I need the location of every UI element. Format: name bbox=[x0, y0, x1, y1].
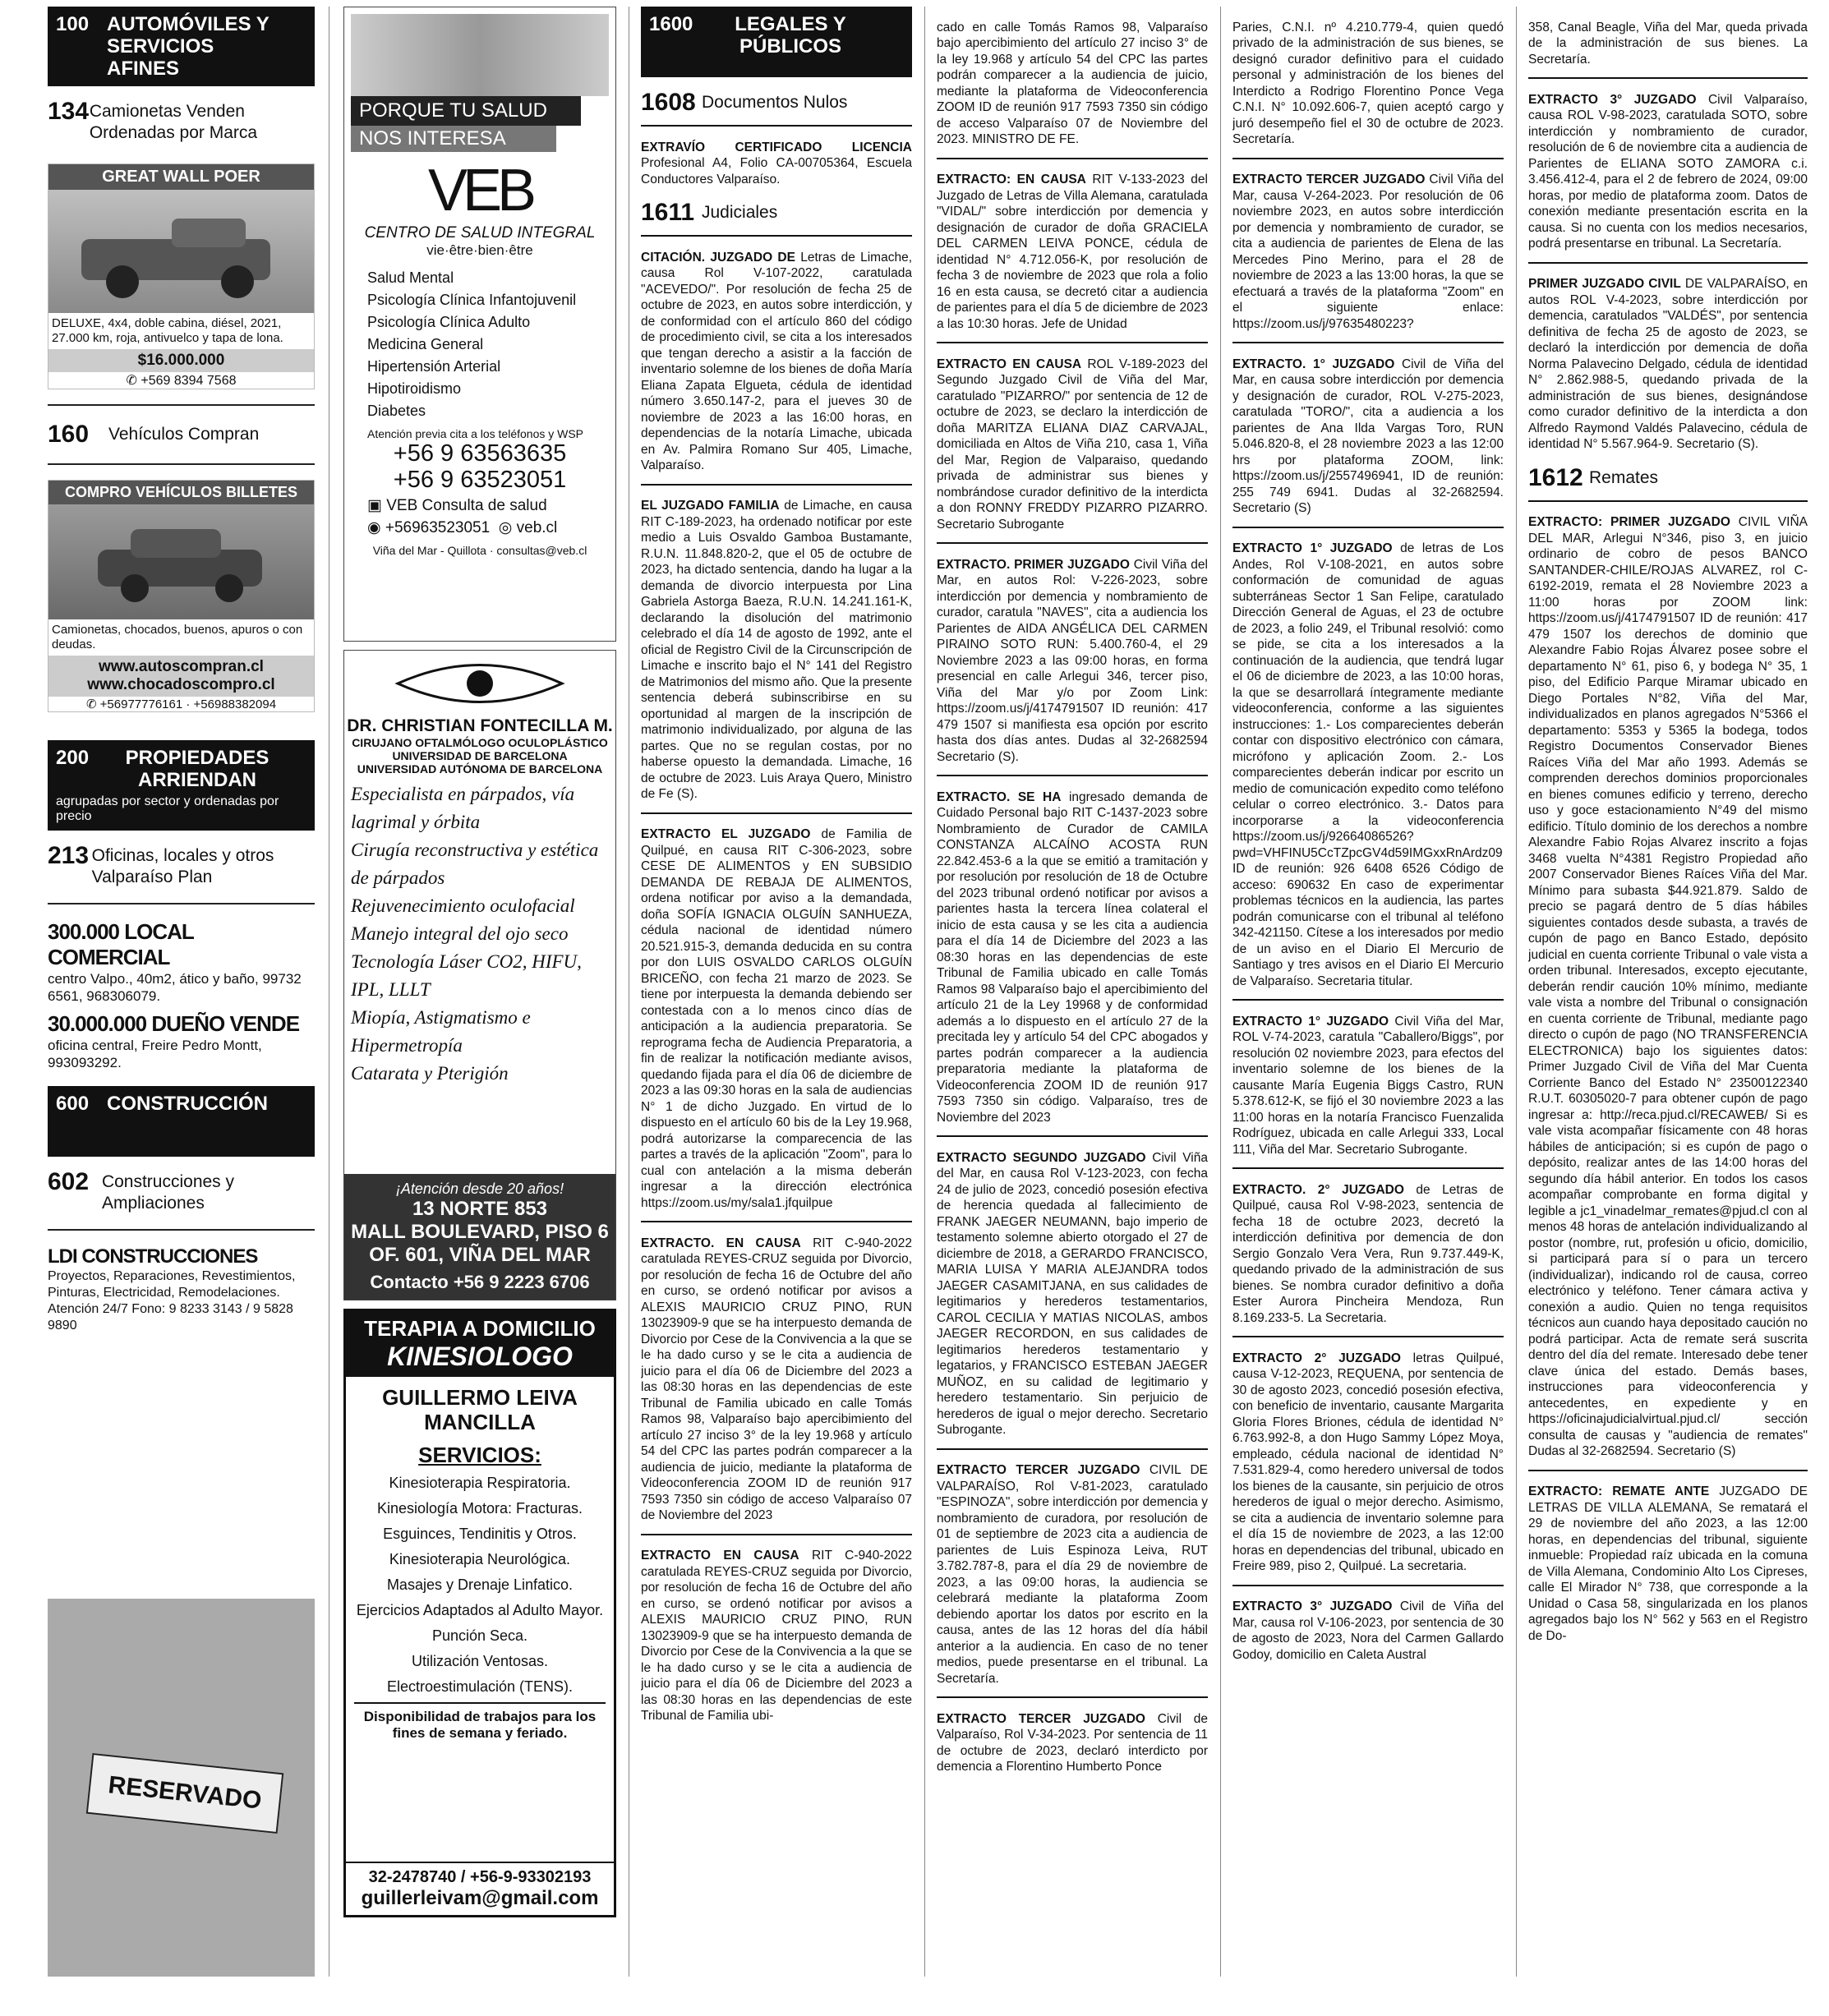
phone-number: 32-2478740 / +56-9-93302193 bbox=[368, 1868, 592, 1886]
ad-description: Camionetas, chocados, buenos, apuros o con deudas. bbox=[48, 619, 314, 656]
legal-notice: EXTRACTO. 2° JUZGADO de Letras de Quilpué, causa Rol V-98-2023, sentencia de fecha 18 de octubre 2023, decretó la interdicción definitiva por demencia de don Sergio Gonzalo Vera Vera, Run 9.737.449-K, quedando privado de la administración de sus bienes. Se nombra curador definitivo a doña Ester Aurora Pincheira Mendoza, Run 8.169.233-5. La Secretaria. bbox=[1232, 1182, 1504, 1325]
ad-title: GREAT WALL POER bbox=[48, 164, 314, 190]
legal-notice: EXTRACTO. 1° JUZGADO Civil de Viña del Mar, en causa sobre interdicción por demencia y designación de curador, ROL V-275-2023, caratulada "TORO/", cita a audiencia a los parientes de Ana Ilda Vargas Toro, RUN 5.046.820-8, el 28 noviembre 2023 a las 12:00 hrs por plataforma ZOOM, link: https://zoom.us/j/2557496941, ID de reunión: 255 749 6941. Dudas al 32-2682594. Secretario (S) bbox=[1232, 357, 1504, 515]
legal-notice: EL JUZGADO FAMILIA de Limache, en causa RIT C-189-2023, ha ordenado notificar por este medio a Luis Osvaldo Gamboa Bustamante, R.U.N. 11.848.820-2, que el 05 de octubre de 2023, ha dictado sentencia, dando ha lugar a la demanda de divorcio interpuesta por Lina Gabriela Astorga Baeza, R.U.N. 14.241.161-K, declarando la disolución del matrimonio celebrado el día 14 de agosto de 1992, ante el oficial de Registro Civil de la Circunscripción de Limache e inscrito bajo el N° 141 del Registro de Matrimonios del mismo año. Que la presente sentencia deberá subinscribirse en su oportunidad al margen de la inscripción de matrimonio individualizado, por alguna de las partes. Que no se regulan costas, por no haberse opuesto la demandada. Limache, 16 de octubre de 2023. Luis Araya Quero, Ministro de Fe (S). bbox=[641, 499, 912, 801]
service-item: Kinesioterapia Neurológica. bbox=[389, 1551, 571, 1567]
facebook-name: VEB Consulta de salud bbox=[386, 497, 547, 514]
availability-note: Disponibilidad de trabajos para los fines de semana y feriado. bbox=[354, 1702, 606, 1742]
ad-headline: LDI CONSTRUCCIONES bbox=[48, 1245, 258, 1268]
phone-number: +56 9 63563635 bbox=[393, 440, 567, 467]
column-display-ads bbox=[343, 7, 616, 1977]
legal-notice: EXTRACTO TERCER JUZGADO CIVIL DE VALPARAÍSO, Rol V-81-2023, caratulado "ESPINOZA", sobre interdicción por demencia y nombramiento de curadora, por resolución de 01 de septiembre de 2023 cita a audiencia de parientes de Luis Espinoza Leiva, RUT 3.782.787-8, para el día 29 de noviembre de 2023, a las 09:00 horas, la audiencia se celebrará mediante la plataforma Zoom debiendo aportar los datos por escrito en la causa, antes de las 12 horas del día hábil anterior a la audiencia. En caso de no tener medios, puede presentarse en el tribunal. La Secretaría. bbox=[937, 1463, 1208, 1686]
university: UNIVERSIDAD AUTÓNOMA DE BARCELONA bbox=[357, 762, 603, 776]
section-number: 200 bbox=[56, 747, 90, 769]
category-title: Construcciones y Ampliaciones bbox=[101, 1172, 235, 1213]
phone-number: +56 9 63523051 bbox=[393, 467, 567, 493]
legal-notice: EXTRACTO. PRIMER JUZGADO Civil Viña del Mar, en autos Rol: V-226-2023, sobre interdicción por demencia y nombramiento de curador, caratula "NAVES", cita a audiencia los Parientes de AIDA ANGÉLICA DEL CARMEN PIRAINO SOTO RUN: 5.400.760-4, el 29 Noviembre 2023 a las 09:00 horas, en forma presencial en calle Arlegui 346, tercer piso, Viña del Mar y/o por Zoom Link: https://zoom.us/j/4174791507 ID reunión: 417 479 1507 si manifiesta esa opción por escrito hasta dos días antes. Dudas al 32-2682594 Secretario (S). bbox=[937, 557, 1208, 764]
column-remates bbox=[1528, 7, 1808, 1977]
legal-notice: 358, Canal Beagle, Viña del Mar, queda privada de la administración de sus bienes. La Secretaría. bbox=[1528, 20, 1808, 67]
legal-notice: Paries, C.N.I. nº 4.210.779-4, quien quedó privado de la administración de sus bienes, se designó curador definitivo para el cuidado personal y administración de los bienes del Interdicto a Rodrigo Florentino Ponce Vega C.N.I. N° 10.092.606-7, quien aceptó cargo y juró desempeño fiel el 30 de octubre de 2023. Secretaría. bbox=[1232, 20, 1504, 146]
section-header-200 bbox=[48, 740, 315, 831]
category-number: 1608 bbox=[641, 89, 696, 116]
doctor-name: DR. CHRISTIAN FONTECILLA M. bbox=[347, 716, 613, 735]
address-line: OF. 601, VIÑA DEL MAR bbox=[369, 1244, 591, 1266]
legal-notice: EXTRACTO: PRIMER JUZGADO CIVIL VIÑA DEL MAR, Arlegui N°346, piso 3, en juicio ordinario de cobro de pesos BANCO SANTANDER-CHILE/ROJAS ALVAREZ, rol C-6192-2019, remata el 28 Noviembre 2023 a 11:00 horas por ZOOM link: https://zoom.us/j/4174791507 ID de reunión: 417 479 1507 los derechos de dominio que Alexandre Fabio Rojas Álvarez posee sobre el departamento N° 61, piso 6, y bodega N° 35, 1 piso, del Edificio Parque Miramar ubicado en Diego Portales N°82, Viña del Mar, individualizados en planos agregados N°5366 el departamento: 5353 y 5365 la bodega, todos Registro Documentos Conservador Bienes Raíces Viña del Mar año 1993. Además se comprenden derechos dominios proporcionales en bienes comunes edificio y terreno, derecho uso y goce estacionamiento N°49 del mismo edificio. Título dominio de los derechos a nombre Alexandre Fabio Rojas Alvarez inscrito a fojas 3468 vuelta N°4381 Registro Propiedad año 2007 Conservador Bienes Raíces Viña del Mar. Mínimo para subasta $44.921.879. Saldo de precio se pagará dentro de 5 días hábiles siguientes contados desde subasta, a través de cupón de pago en Banco Estado, depósito judicial en cuenta corriente Tribunal o vale vista a orden tribunal. Interesados, excepto ejecutante, deberán rendir caución 10% mínimo, mediante vale vista a nombre del Tribunal o consignación en cuenta corriente de Tribunal, mediante pago directo o cupón de pago (NO TRANSFERENCIA ELECTRONICA) bajo los siguientes datos: Primer Juzgado Civil de Viña del Mar Cuenta Corriente Banco del Estado N° 23500122340 R.U.T. 60305020-7 para obtener cupón de pago ingresar a: http://reca.pjud.cl/RECAWEB/ Si es vale vista acompañar físicamente con 48 horas hábiles de anticipación; si es cupón de pago o depósito, realizar antes de las 14:00 horas del segundo día hábil anterior. En todos los casos acompañar comprobante en forma digital y legible a jc1_vinadelmar_remates@pjud.cl con al menos 48 horas de antelación individualizando al postor (nombre, rut, profesión u oficio, domicilio, si participará para sí o para un tercero (individualizar), indicando rol de causa, correo electrónico y teléfono. Tener cámara activa y conexión a audio. Quien no tenga requisitos técnicos aun cuando haya depositado caución no podrá participar. Acta de remate será suscrita dentro del día del remate. Interesado debe tener clave única del estado. Demás bases, instrucciones para videoconferencia y antecedentes, en expediente y en https://oficinajudicialvirtual.pjud.cl/ sección consulta de causas y "audiencia de remates" Dudas al 32-2682594. Secretario (S) bbox=[1528, 515, 1808, 1458]
services-heading: SERVICIOS: bbox=[418, 1443, 541, 1467]
legal-notice: EXTRACTO 2° JUZGADO letras Quilpué, causa V-12-2023, REQUENA, por sentencia de 30 de agosto 2023, concedió posesión efectiva, con beneficio de inventario, causante Margarita Gloria Flores Briones, cédula de identidad N° 6.763.992-8, a don Hugo Sammy López Moya, empleado, cédula nacional de identidad N° 7.531.829-4, como heredero universal de todos los bienes de la causante, sin perjuicio de otros herederos de igual o mejor derecho. Asimismo, se cita a audiencia de inventario solemne para el día 15 de noviembre de 2023, a las 12:00 horas en dependencias del tribunal, ubicado en Freire 989, piso 2, Quilpué. La secretaria. bbox=[1232, 1351, 1504, 1573]
service-item: Psicología Clínica Infantojuvenil bbox=[367, 292, 577, 308]
section-title: CONSTRUCCIÓN bbox=[107, 1093, 268, 1115]
car-icon bbox=[48, 504, 311, 619]
category-number: 1611 bbox=[641, 199, 695, 226]
category-213 bbox=[48, 842, 315, 888]
column-rule bbox=[924, 7, 925, 1977]
section-title: LEGALES Y PÚBLICOS bbox=[735, 13, 846, 58]
whatsapp-icon: ◉ bbox=[367, 519, 385, 536]
ad-body: oficina central, Freire Pedro Montt, 993093292. bbox=[48, 1038, 262, 1070]
legal-notice: EXTRACTO 1° JUZGADO de letras de Los Andes, Rol V-108-2021, en autos sobre conformación de comunidad de aguas subterráneas Sector 1 San Felipe, caratulado Dirección General de Aguas, el 23 de octubre de 2023, a folio 249, el Tribunal resolvió: como se pide, se cita a los interesados a la continuación de la audiencia, que tendrá lugar el 06 de diciembre de 2023, a las 10:00 horas, la que se desarrollará íntegramente mediante videoconferencia, conforme a las siguientes instrucciones: 1.- Los comparecientes deberán contar con dispositivo electrónico con cámara, micrófono y aplicación Zoom. 2.- Los comparecientes deberán indicar por escrito un medio de comunicación expedito como teléfono celular o correo electrónico. 3.- Datos para incorporarse a la videoconferencia https://zoom.us/j/92664086526?pwd=VHFINU5CcTZpcGV4d59IMGxxRnArdz09 ID de reunión: 926 6408 6526 Código de acceso: 690632 En caso de experimentar problemas técnicos en la audiencia, las partes podrán comunicarse con el tribunal al teléfono 342-421150. Cítese a los interesados por medio de un aviso en el Diario El Mercurio de Santiago y tres avisos en el Diario El Mercurio de Valparaíso. Secretaria titular. bbox=[1232, 541, 1504, 988]
contact-phone: Contacto +56 9 2223 6706 bbox=[370, 1272, 590, 1292]
specialty-item: Especialista en párpados, vía lagrimal y órbita bbox=[351, 784, 575, 832]
services-list bbox=[346, 1473, 614, 1697]
legal-notice: EXTRACTO. EN CAUSA RIT C-940-2022 caratulada REYES-CRUZ seguida por Divorcio, por resolución de fecha 16 de Octubre del año en curso, se ordenó notificar por avisos a ALEXIS MAURICIO CRUZ PINO, RUN 13023909-9 que se ha interpuesto demanda de Divorcio por Cese de la Convivencia a la que se le ha dado curso y se le cita a audiencia de juicio para el día 06 de Diciembre del 2023 a las 08:30 horas en las dependencias de este Tribunal de Familia ubicado en calle Tomás Ramos 98, Valparaíso bajo apercibimiento del artículo 27 inciso 3° de la ley 19.968 y artículo 54 del CPC las partes podrán comparecer a la audiencia de juicio, mediante la plataforma de Videoconferencia ZOOM ID de reunión 917 7593 7350 sin código de acceso Valparaíso 07 de Noviembre del 2023 bbox=[641, 1236, 912, 1522]
legal-notice: EXTRACTO EN CAUSA RIT C-940-2022 caratulada REYES-CRUZ seguida por Divorcio, por resolución de fecha 16 de Octubre del año en curso, se ordenó notificar por avisos a ALEXIS MAURICIO CRUZ PINO, RUN 13023909-9 que se ha interpuesto demanda de Divorcio por Cese de la Convivencia a la que se le ha dado curso y se le cita a audiencia de juicio para el día 06 de Diciembre del 2023 a las 08:30 horas en las dependencias de este Tribunal de Familia ubi- bbox=[641, 1549, 912, 1723]
therapist-name: GUILLERMO LEIVA MANCILLA bbox=[382, 1385, 578, 1434]
category-number: 134 bbox=[48, 98, 90, 125]
legal-notice: EXTRACTO. SE HA ingresado demanda de Cuidado Personal bajo RIT C-1437-2023 sobre Nombramiento de Curador de CAMILA CONSTANZA ALCAÍNO ACOSTA RUN 22.842.453-6 a la que se emitió a tramitación y por resolución por resolución de 18 de Octubre del 2023 tribunal ordenó notificar por avisos a parientes hasta la tercera línea colateral el inicio de esta causa y se les cita a audiencia para el día 14 de Diciembre del 2023 a las 08:30 horas en las dependencias de este Tribunal de Familia ubicado en calle Tomás Ramos 98 Valparaíso bajo el apercibimiento del artículo 21 de la Ley 19968 y de conformidad además a lo dispuesto en el artículo 27 de la precitada ley y artículo 54 del CPC abogados y partes podrán comparecer a la audiencia preparatoria mediante la plataforma de Videoconferencia ZOOM ID de reunión 917 7593 7350 sin código. Valparaíso, tres de Noviembre del 2023 bbox=[937, 789, 1208, 1125]
ad-headline: TERAPIA A DOMICILIO bbox=[364, 1316, 596, 1341]
category-number: 1612 bbox=[1528, 463, 1583, 491]
divider bbox=[48, 463, 315, 465]
instagram-handle: veb.cl bbox=[516, 519, 558, 536]
specialty-item: Tecnología Láser CO2, HIFU, IPL, LLLT bbox=[351, 951, 582, 1000]
column-rule bbox=[1516, 7, 1517, 1977]
location-email: Viña del Mar - Quillota · consultas@veb.cl bbox=[372, 544, 587, 557]
service-item: Psicología Clínica Adulto bbox=[367, 314, 531, 330]
motto: vie·être·bien·être bbox=[426, 242, 533, 258]
facebook-icon: ▣ bbox=[367, 497, 387, 514]
service-item: Kinesioterapia Respiratoria. bbox=[389, 1475, 571, 1491]
specialty-item: Miopía, Astigmatismo e Hipermetropía bbox=[351, 1007, 531, 1056]
legal-notice: EXTRACTO TERCER JUZGADO Civil Viña del Mar, causa V-264-2023. Por resolución de 06 noviembre 2023, en autos sobre interdicción por demencia y nombramiento de curador, se cita a audiencia de parientes de Elena de las Mercedes Pino Merino, para el 28 de noviembre de 2023 a las 13:00 horas, la que se efectuará a través de la plataforma "Zoom" en el siguiente enlace: https://zoom.us/j/97635480223? bbox=[1232, 173, 1504, 331]
legal-notice: EXTRACTO: REMATE ANTE JUZGADO DE LETRAS DE VILLA ALEMANA, Se rematará el 29 de noviembre del año 2023, a las 12:00 horas, en dependencias del tribunal, siguiente inmueble: Propiedad raíz ubicada en la comuna de Villa Alemana, Condominio Alto Los Cipreses, calle El Mirador N° 738, que corresponde a la Unidad o Casa 58, singularizada en los planos agregados bajo los N° 562 y 563 en el Registro de Do- bbox=[1528, 1484, 1808, 1643]
section-header-100 bbox=[48, 7, 315, 86]
category-title: Oficinas, locales y otros Valparaíso Plan bbox=[91, 846, 274, 886]
ad-veb bbox=[343, 7, 616, 642]
category-number: 602 bbox=[48, 1168, 90, 1195]
service-item: Hipotiroidismo bbox=[367, 380, 462, 397]
ad-phone: ✆ +56977776161 · +56988382094 bbox=[48, 697, 314, 711]
reserved-sign: RESERVADO bbox=[86, 1753, 283, 1834]
slogan-line: PORQUE TU SALUD bbox=[351, 96, 581, 126]
legal-notice: EXTRACTO: EN CAUSA RIT V-133-2023 del Juzgado de Letras de Villa Alemana, caratulada "VIDAL/" sobre interdicción por demencia y designación de curador de doña GRACIELA DEL CARMEN LEIVA PONCE, cédula de identidad N° 4.712.056-K, por resolución de fecha 3 de noviembre de 2023 que rola a folio 16 en esta causa, se decretó citar a audiencia de parientes para el día 5 de diciembre de 2023 a las 10:30 horas. Jefe de Unidad bbox=[937, 173, 1208, 331]
section-number: 100 bbox=[56, 13, 90, 35]
legal-notice: EXTRACTO TERCER JUZGADO Civil de Valparaíso, Rol V-34-2023. Por sentencia de 11 de octubre de 2023, declaró interdicto por demencia a Florentino Humberto Ponce bbox=[937, 1711, 1208, 1774]
divider bbox=[48, 1229, 315, 1231]
legal-notice: EXTRACTO EL JUZGADO de Familia de Quilpué, en causa RIT C-306-2023, sobre CESE DE ALIMENTOS y EN SUBSIDIO DEMANDA DE REBAJA DE ALIMENTOS, ordena notificar por aviso a la demandada, doña SOFÍA IGNACIA OLGUÍN SANHUEZA, cédula nacional de identidad número 20.521.915-3, demanda deducida en su contra por don LUIS OSVALDO CARLOS OLGUÍN BRICEÑO, con fecha 21 marzo de 2023. Se tiene por interpuesta la demanda debiendo ser contestada con a lo menos cinco días de anticipación a la audiencia preparatoria. Se reprograma fecha de Audiencia Preparatoria, a fin de realizar la notificación mediante avisos, quedando fijada para el día 06 de diciembre de 2023 a las 09:30 horas en la sala de audiencias N° 1 de dicho Juzgado. En virtud de lo dispuesto en el artículo 60 bis de la Ley 19.968, podrá autorizarse la comparecencia de las partes a través de la aplicación "Zoom", para lo cual con antelación a la misma deberán ingresar a la dirección electrónica https://zoom.us/my/sala1.jfquilpue bbox=[641, 827, 912, 1210]
column-rule bbox=[1220, 7, 1221, 1977]
service-item: Medicina General bbox=[367, 336, 484, 352]
specialty-item: Manejo integral del ojo seco bbox=[351, 923, 569, 944]
service-item: Ejercicios Adaptados al Adulto Mayor. bbox=[356, 1602, 604, 1618]
column-legales-2 bbox=[937, 7, 1208, 1977]
address-line: MALL BOULEVARD, PISO 6 bbox=[351, 1221, 609, 1243]
service-item: Hipertensión Arterial bbox=[367, 358, 501, 375]
category-602 bbox=[48, 1168, 315, 1214]
legal-notice: EXTRACTO SEGUNDO JUZGADO Civil Viña del Mar, en causa Rol V-123-2023, con fecha 24 de julio de 2023, concedió posesión efectiva de herencia quedada al fallecimiento de FRANK JAEGER NEUMANN, bajo imperio de testamento solemne abierto otorgado el 27 de diciembre de 2018, a GERARDO FRANCISCO, MARIA LUISA Y MARIA ALEJANDRA todos JAEGER CASAMITJANA, en sus calidades de legitimarios y herederos testamentarios, CAROL CECILIA Y MATIAS NICOLAS, ambos JAEGER RECORDON, en sus calidades de legitimarios herederos testamentario y legatarios, y FRANCISCO ESTEBAN JAEGER MUÑOZ, en su calidad de legitimario y heredero testamentario. Sin perjuicio de herederos de igual o mejor derecho. Secretario Subrogante. bbox=[937, 1150, 1208, 1437]
category-1608 bbox=[641, 89, 912, 117]
legal-notice: CITACIÓN. JUZGADO DE Letras de Limache, causa Rol V-107-2022, caratulada "ACEVEDO/". Por resolución de fecha 25 de octubre de 2023, en autos sobre interdicción, y de conformidad con el artículo 860 del código de procedimiento civil, se cita a los interesados que tengan derecho a asistir a la facción de inventario solemne de los bienes de doña María Eliana Zapata Elgueta, cédula de identidad número 3.650.147-2, para el jueves 30 de noviembre de 2023 a las 16:00 horas, en dependencias de la notaría Limache, ubicada en Av. Palmira Romano Sur 405, Limache, Valparaíso. bbox=[641, 250, 912, 472]
ad-headline: KINESIOLOGO bbox=[387, 1342, 573, 1371]
section-title: AUTOMÓVILES Y SERVICIOS AFINES bbox=[107, 13, 270, 80]
specialty-item: Rejuvenecimiento oculofacial bbox=[351, 895, 575, 916]
truck-photo bbox=[48, 190, 314, 313]
section-title: PROPIEDADES ARRIENDAN bbox=[125, 747, 270, 791]
slogan-line: NOS INTERESA bbox=[351, 126, 556, 152]
category-title: Remates bbox=[1589, 467, 1659, 487]
service-item: Salud Mental bbox=[367, 269, 454, 286]
section-number: 600 bbox=[56, 1093, 90, 1115]
service-item: Utilización Ventosas. bbox=[411, 1653, 549, 1669]
address-block bbox=[344, 1174, 615, 1300]
legal-notice: EXTRACTO EN CAUSA ROL V-189-2023 del Segundo Juzgado Civil de Viña del Mar, caratulado "PIZARRO/" por sentencia de 12 de octubre de 2023, se declaro la interdicción de doña MARITZA ELIANA DIAZ CARVAJAL, domiciliada en Altos de Viña 210, casa 1, Viña del Mar, Region de Valparaiso, quedando privada de administrar sus bienes y nombrándose curador definitivo de la interdicta a don RONNY FREDDY PIZARRO PIZARRO. Secretario Subrogante bbox=[937, 357, 1208, 532]
instagram-icon: ◎ bbox=[498, 519, 517, 536]
whatsapp-number: +56963523051 bbox=[385, 519, 491, 536]
service-item: Masajes y Drenaje Linfatico. bbox=[386, 1576, 574, 1593]
ad-great-wall bbox=[48, 163, 315, 389]
legal-notice: EXTRACTO 3° JUZGADO Civil Valparaíso, causa ROL V-98-2023, caratulada SOTO, sobre interdicción y nombramiento de curador, resolución de 6 de noviembre cita a audiencia de Parientes de ELIANA SOTO ZAMORA c.i. 3.456.412-4, para el 2 de febrero de 2024, 09:00 horas, por medio de plataforma zoom. Datos de conexión mediante presentación escrita en la causa. Si no cuenta con los medios necesarios, podrá presentarse en tribunal. La Secretaría. bbox=[1528, 92, 1808, 251]
ad-title: COMPRO VEHÍCULOS BILLETES bbox=[48, 481, 314, 504]
service-item: Punción Seca. bbox=[431, 1627, 528, 1644]
ad-headline: 300.000 LOCAL COMERCIAL bbox=[48, 919, 194, 969]
section-header-600 bbox=[48, 1086, 315, 1157]
legal-notice: EXTRAVÍO CERTIFICADO LICENCIA Profesional A4, Folio CA-00705364, Escuela Conductores Valparaíso. bbox=[641, 140, 912, 186]
category-title: Judiciales bbox=[702, 203, 778, 222]
specialty-item: Cirugía reconstructiva y estética de párpados bbox=[351, 840, 599, 888]
eye-icon bbox=[344, 651, 615, 716]
car-photo bbox=[48, 504, 314, 619]
ad-body: Proyectos, Reparaciones, Revestimientos, Pinturas, Electricidad, Remodelaciones. Atención 24/7 Fono: 9 8233 3143 / 9 5828 9890 bbox=[48, 1269, 296, 1332]
category-number: 160 bbox=[48, 421, 90, 448]
section-number: 1600 bbox=[649, 13, 693, 35]
category-title: Camionetas Venden Ordenadas por Marca bbox=[89, 102, 258, 142]
website-link[interactable]: www.chocadoscompro.cl bbox=[87, 676, 275, 693]
category-title: Documentos Nulos bbox=[702, 93, 848, 112]
divider bbox=[48, 903, 315, 904]
legal-notice: PRIMER JUZGADO CIVIL DE VALPARAÍSO, en autos ROL V-4-2023, sobre interdicción por demencia, caratulados "VALDÉS", por sentencia definitiva de fecha 25 de agosto de 2023, se declaró la interdicción por demencia de doña Norma Palavecino Delgado, cédula de identidad N° 2.862.988-5, quedando privada de la administración de sus bienes, designándose como curador definitivo de la interdicta a don Alfredo Raymond Valdés Palavecino, cédula de identidad N° 5.567.964-9. Secretario (S). bbox=[1528, 277, 1808, 451]
ad-phone: ✆ +569 8394 7568 bbox=[48, 372, 314, 389]
reserved-space bbox=[48, 1599, 315, 1977]
truck-icon bbox=[48, 190, 311, 313]
university: UNIVERSIDAD DE BARCELONA bbox=[392, 749, 568, 762]
service-item: Electroestimulación (TENS). bbox=[386, 1678, 574, 1695]
website-link[interactable]: www.autoscompran.cl bbox=[99, 658, 264, 675]
service-item: Diabetes bbox=[367, 403, 426, 419]
ad-price: $16.000.000 bbox=[48, 349, 314, 372]
veb-logo: VEB bbox=[427, 158, 532, 223]
column-legales-3 bbox=[1232, 7, 1504, 1977]
services-list bbox=[351, 267, 609, 422]
attention-note: ¡Atención desde 20 años! bbox=[395, 1181, 564, 1197]
email-address[interactable]: guillerleivam@gmail.com bbox=[361, 1887, 599, 1909]
ad-description: DELUXE, 4x4, doble cabina, diésel, 2021, 27.000 km, roja, antivuelco y tapa de lona. bbox=[48, 313, 314, 349]
category-title: Vehículos Compran bbox=[108, 425, 260, 444]
legal-notice: EXTRACTO 1° JUZGADO Civil Viña del Mar, ROL V-74-2023, caratula "Caballero/Biggs", por resolución 02 noviembre 2023, para efectos del inventario solemne de los bienes de la causante María Eugenia Biggs Castro, RUN 5.378.612-K, se fijó el 30 noviembre 2023 a las 11:00 horas en la notaría Francisco Fuenzalida Rodríguez, ubicada en calle Arlegui 333, Local 111, Viña del Mar. Secretario Subrogante. bbox=[1232, 1014, 1504, 1157]
doctor-photo bbox=[351, 14, 609, 96]
appointment-note: Atención previa cita a los teléfonos y WSP bbox=[367, 427, 584, 440]
ad-compro-vehiculos bbox=[48, 480, 315, 712]
category-1612 bbox=[1528, 464, 1808, 492]
category-134 bbox=[48, 98, 315, 144]
service-item: Kinesiología Motora: Fracturas. bbox=[376, 1500, 583, 1517]
ad-oftalmologo bbox=[343, 650, 616, 1300]
column-legales bbox=[641, 7, 912, 1977]
ad-kinesiologo bbox=[343, 1309, 616, 1917]
specialty-item: Catarata y Pterigión bbox=[351, 1063, 509, 1084]
doctor-title: CIRUJANO OFTALMÓLOGO OCULOPLÁSTICO bbox=[352, 736, 608, 749]
ad-headline: 30.000.000 DUEÑO VENDE bbox=[48, 1011, 300, 1036]
ad-body: centro Valpo., 40m2, ático y baño, 99732 6561, 968306079. bbox=[48, 971, 302, 1004]
divider bbox=[48, 404, 315, 406]
category-number: 213 bbox=[48, 842, 90, 869]
legal-notice: EXTRACTO 3° JUZGADO Civil de Viña del Mar, causa rol V-106-2023, por sentencia de 30 de agosto de 2023, Nora del Carmen Gallardo Godoy, domicilio en Caleta Austral bbox=[1232, 1599, 1504, 1662]
center-name: CENTRO DE SALUD INTEGRAL bbox=[364, 224, 596, 242]
section-header-1600 bbox=[641, 7, 912, 77]
section-subtitle: agrupadas por sector y ordenadas por precio bbox=[56, 794, 279, 823]
category-160 bbox=[48, 421, 315, 449]
category-1611 bbox=[641, 199, 912, 227]
service-item: Esguinces, Tendinitis y Otros. bbox=[383, 1526, 577, 1542]
column-automoviles bbox=[48, 7, 315, 1977]
legal-notice: cado en calle Tomás Ramos 98, Valparaíso bajo apercibimiento del artículo 27 inciso 3° de la ley 19.968 y artículo 54 del CPC las partes podrán comparecer a la audiencia de juicio, mediante la plataforma de Videoconferencia ZOOM ID de reunión 917 7593 7350 sin código de acceso Valparaíso 07 de Noviembre del 2023. MINISTRO DE FE. bbox=[937, 20, 1208, 146]
address-line: 13 NORTE 853 bbox=[412, 1198, 548, 1220]
specialties-list bbox=[344, 780, 615, 1088]
